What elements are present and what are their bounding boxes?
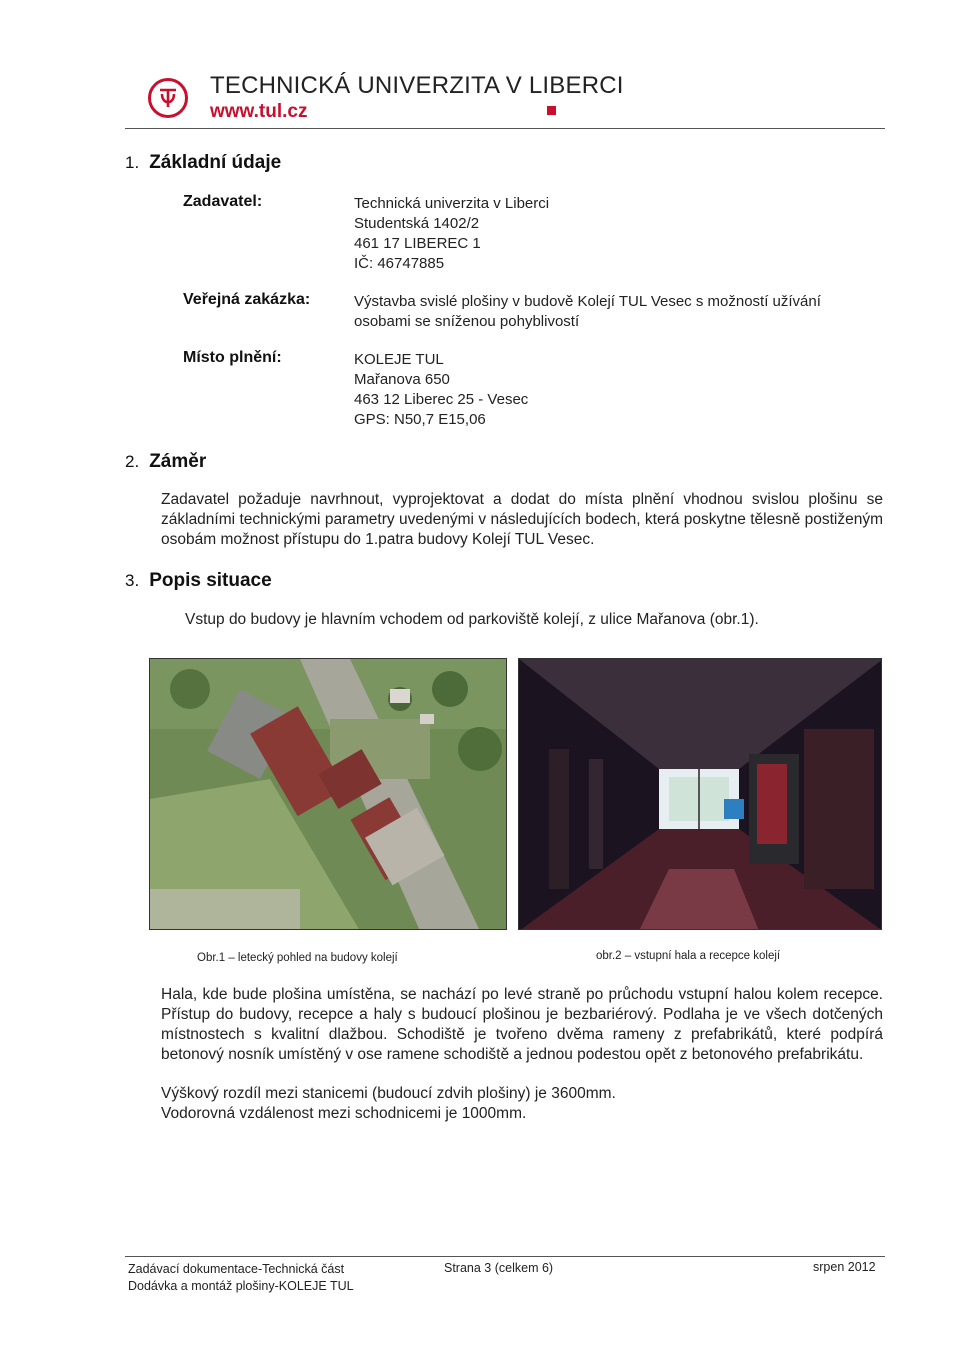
aerial-photo xyxy=(149,658,507,930)
field-value-zadavatel: Technická univerzita v Liberci Studentská 1402/2 461 17 LIBEREC 1 IČ: 46747885 xyxy=(354,195,550,272)
situation-paragraph-2: Výškový rozdíl mezi stanicemi (budoucí zdvih plošiny) je 3600mm. xyxy=(161,1085,616,1102)
footer-page-number: Strana 3 (celkem 6) xyxy=(444,1261,554,1275)
caption-photo-1: Obr.1 – letecký pohled na budovy kolejí xyxy=(197,952,398,964)
field-label-misto: Místo plnění: xyxy=(183,349,282,366)
section-2-text: Zadavatel požaduje navrhnout, vyprojektovat a dodat do místa plnění vhodnou svislou plošinu se základními technickými parametry uvedenými v následujících bodech, která poskytne tělesně postiženým osobám možnost přístupu do 1.patra budovy Kolejí TUL Vesec. xyxy=(161,491,883,548)
footer-divider xyxy=(125,1256,885,1257)
section-1-heading: 1. Základní údaje xyxy=(125,152,282,173)
field-value-zakazka: Výstavba svislé plošiny v budově Kolejí TUL Vesec s možností užívání osobami se sníženou pohyblivostí xyxy=(354,293,821,330)
tul-logo-icon xyxy=(148,78,188,118)
field-label-zakazka: Veřejná zakázka: xyxy=(183,291,311,308)
situation-paragraph-1: Hala, kde bude plošina umístěna, se nachází po levé straně po průchodu vstupní halou kolem recepce. Přístup do budovy, recepce a haly s budoucí plošinou je bezbariérový. Podlaha je ve všech dotčených místnostech s kvalitní dlažbou. Schodiště je tvořeno dvěma rameny z prefabrikátů, které podpírá betonový nosník umístěný v ose ramene schodiště a jednou podestou opět z betonového prefabrikátu. xyxy=(161,986,883,1063)
website-link[interactable]: www.tul.cz xyxy=(210,101,308,122)
footer-left: Zadávací dokumentace-Technická část Dodávka a montáž plošiny-KOLEJE TUL xyxy=(128,1262,354,1293)
university-name: TECHNICKÁ UNIVERZITA V LIBERCI xyxy=(210,72,624,99)
brand-square xyxy=(547,106,556,115)
caption-photo-2: obr.2 – vstupní hala a recepce kolejí xyxy=(596,950,781,962)
entrance-hall-photo xyxy=(518,658,882,930)
section-2-heading: 2. Záměr xyxy=(125,451,207,472)
field-label-zadavatel: Zadavatel: xyxy=(183,193,263,210)
section-3-intro: Vstup do budovy je hlavním vchodem od parkoviště kolejí, z ulice Mařanova (obr.1). xyxy=(185,611,759,628)
header-divider xyxy=(125,128,885,129)
situation-paragraph-3: Vodorovná vzdálenost mezi schodnicemi je 1000mm. xyxy=(161,1105,527,1122)
footer-date: srpen 2012 xyxy=(813,1260,876,1274)
section-3-heading: 3. Popis situace xyxy=(125,570,272,591)
field-value-misto: KOLEJE TUL Mařanova 650 463 12 Liberec 25 - Vesec GPS: N50,7 E15,06 xyxy=(354,351,529,428)
